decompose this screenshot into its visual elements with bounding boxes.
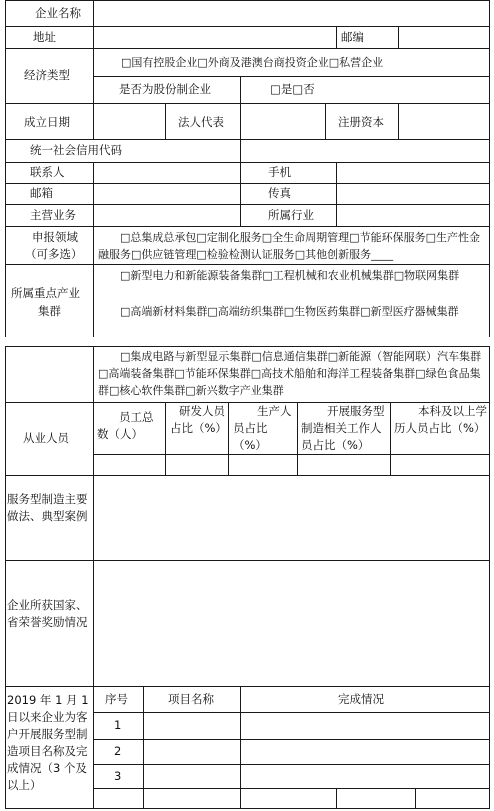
project-name-field[interactable] xyxy=(145,766,239,787)
header-proj-no: 序号 xyxy=(105,692,128,706)
rule xyxy=(143,686,144,809)
credit-code-field[interactable] xyxy=(242,141,488,161)
rule xyxy=(93,76,490,77)
header-degree-ratio: 本科及以上学历人员占比（%） xyxy=(394,404,487,435)
rule xyxy=(5,26,490,27)
postcode-field[interactable] xyxy=(400,28,488,47)
rule xyxy=(165,103,166,139)
label-cluster-2: 集群 xyxy=(38,304,61,318)
contact-field[interactable] xyxy=(95,164,239,182)
email-field[interactable] xyxy=(95,185,239,203)
rule xyxy=(93,739,490,740)
rule xyxy=(240,139,241,226)
header-service-ratio: 开展服务型制造相关工作人员占比（%） xyxy=(301,404,385,452)
rd-ratio-field[interactable] xyxy=(167,456,227,474)
rule xyxy=(228,402,229,475)
rule xyxy=(5,346,6,809)
rule xyxy=(5,183,490,184)
rule xyxy=(5,162,490,163)
rule xyxy=(5,139,490,140)
rule xyxy=(5,346,490,347)
awards-field[interactable] xyxy=(95,562,488,685)
rule xyxy=(336,788,337,809)
label-founded: 成立日期 xyxy=(24,115,70,129)
label-address: 地址 xyxy=(33,30,56,44)
label-mobile: 手机 xyxy=(268,165,291,179)
staff-total-field[interactable] xyxy=(95,456,164,474)
yes-no-options[interactable]: □是□否 xyxy=(270,82,315,96)
service-ratio-field[interactable] xyxy=(299,456,389,474)
registered-capital-field[interactable] xyxy=(400,105,488,138)
rule xyxy=(93,764,490,765)
rule xyxy=(297,402,298,475)
rule xyxy=(240,686,241,809)
row-number: 2 xyxy=(114,744,122,758)
prod-ratio-field[interactable] xyxy=(230,456,296,474)
label-cluster: 所属重点产业 xyxy=(11,286,80,300)
label-credit-code: 统一社会信用代码 xyxy=(30,143,122,157)
rule xyxy=(93,788,490,789)
rule xyxy=(93,454,490,455)
rule xyxy=(93,0,94,139)
row-number: 3 xyxy=(114,769,122,783)
label-econ-type: 经济类型 xyxy=(24,68,70,82)
company-name-field[interactable] xyxy=(95,2,487,25)
label-apply-field-multi: （可多选） xyxy=(25,247,83,261)
header-proj-status: 完成情况 xyxy=(338,692,384,706)
rule xyxy=(93,712,490,713)
rule xyxy=(93,226,94,338)
project-name-field[interactable] xyxy=(145,714,239,738)
rule xyxy=(93,162,94,226)
rule xyxy=(489,346,490,809)
rule xyxy=(5,0,6,338)
econ-type-options[interactable]: □国有控股企业□外商及港澳台商投资企业□私营企业 xyxy=(121,56,384,69)
project-status-field[interactable] xyxy=(242,766,488,787)
header-staff-total: 员工总数（人） xyxy=(97,410,154,441)
rule xyxy=(398,26,399,48)
rule xyxy=(5,475,490,476)
rule xyxy=(240,76,241,103)
rule xyxy=(5,686,490,687)
practices-field[interactable] xyxy=(95,477,488,559)
label-contact: 联系人 xyxy=(30,165,65,179)
rule xyxy=(93,346,94,809)
industry-field[interactable] xyxy=(338,206,488,225)
rule xyxy=(5,808,490,809)
label-postcode: 邮编 xyxy=(341,30,364,44)
rule xyxy=(415,788,416,809)
apply-field-options[interactable]: □总集成总承包□定制化服务□全生命周期管理□节能环保服务□生产性金融服务□供应链管理□检验检测认证服务□其他创新服务____ xyxy=(98,231,480,261)
project-status-field[interactable] xyxy=(242,714,488,738)
rule xyxy=(5,204,490,205)
degree-ratio-field[interactable] xyxy=(392,456,488,474)
founded-field[interactable] xyxy=(95,105,164,138)
label-main-business: 主营业务 xyxy=(30,208,76,222)
rule xyxy=(489,0,490,338)
rule xyxy=(336,26,337,48)
rule xyxy=(5,264,490,265)
header-prod-ratio: 生产人员占比（%） xyxy=(233,404,292,452)
label-company-name: 企业名称 xyxy=(35,6,81,20)
label-legal-rep: 法人代表 xyxy=(178,115,224,129)
cluster-options-c[interactable]: □集成电路与新型显示集群□信息通信集群□新能源（智能网联）汽车集群□高端装备集群□节能环保集群□高技术船舶和海洋工程装备集群□绿色食品集群□核心软件集群□新兴数字产业集群 xyxy=(98,350,482,397)
header-proj-name: 项目名称 xyxy=(168,692,214,706)
label-registered-capital: 注册资本 xyxy=(338,115,384,129)
label-email: 邮箱 xyxy=(30,186,53,200)
label-practices: 服务型制造主要做法、典型案例 xyxy=(7,492,88,523)
label-apply-field: 申报领域 xyxy=(32,230,78,244)
rule xyxy=(5,226,490,227)
rule xyxy=(325,103,326,139)
label-staff: 从业人员 xyxy=(23,431,69,445)
mobile-field[interactable] xyxy=(338,164,488,182)
project-status-field[interactable] xyxy=(242,741,488,763)
header-rd-ratio: 研发人员占比（%） xyxy=(170,404,227,435)
rule xyxy=(336,162,337,226)
project-name-field[interactable] xyxy=(145,741,239,763)
rule xyxy=(5,48,490,49)
main-business-field[interactable] xyxy=(95,206,239,225)
rule xyxy=(165,402,166,475)
cluster-options-b[interactable]: □高端新材料集群□高端纺织集群□生物医药集群□新型医疗器械集群 xyxy=(120,305,459,318)
fax-field[interactable] xyxy=(338,185,488,203)
label-projects: 2019 年 1 月 1 日以来企业为客户开展服务型制造项目名称及完成情况（3 个及以上） xyxy=(7,693,89,792)
row-number: 1 xyxy=(114,718,122,732)
label-listed-question: 是否为股份制企业 xyxy=(119,82,211,96)
cluster-options-a[interactable]: □新型电力和新能源装备集群□工程机械和农业机械集群□物联网集群 xyxy=(120,269,460,282)
page-break xyxy=(0,337,494,346)
label-fax: 传真 xyxy=(268,186,291,200)
legal-rep-field[interactable] xyxy=(242,105,324,138)
label-industry: 所属行业 xyxy=(268,208,314,222)
address-field[interactable] xyxy=(95,28,334,47)
rule xyxy=(398,103,399,139)
rule xyxy=(240,103,241,139)
rule xyxy=(5,560,490,561)
rule xyxy=(5,0,490,1)
label-awards: 企业所获国家、省荣誉奖励情况 xyxy=(7,598,88,629)
rule xyxy=(5,103,490,104)
rule xyxy=(390,402,391,475)
